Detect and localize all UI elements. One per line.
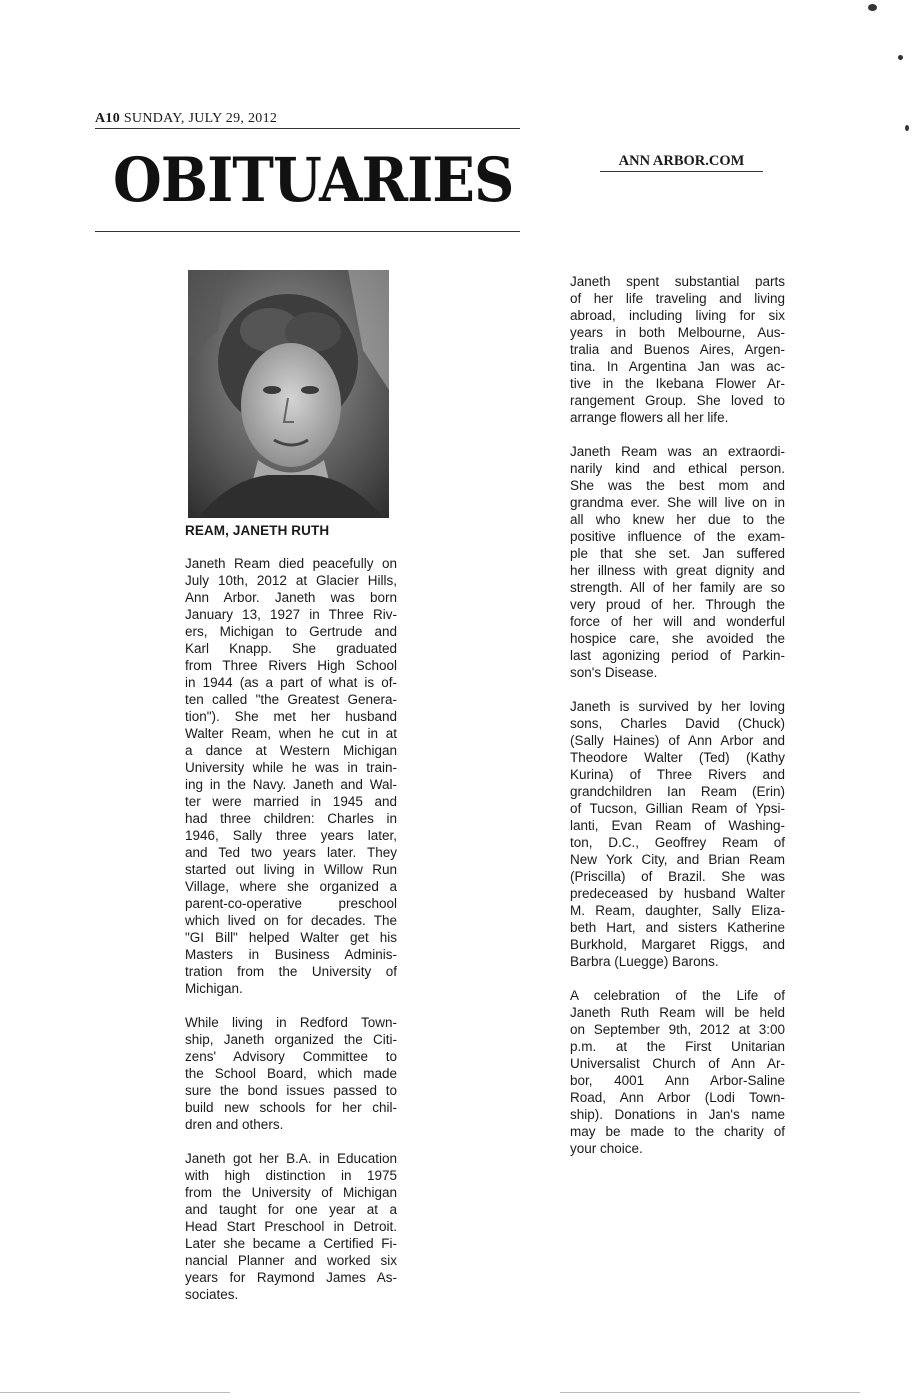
- text-line: all who knew her due to the: [570, 512, 785, 527]
- text-line: force of her will and wonderful: [570, 614, 785, 629]
- text-line: (Priscilla) of Brazil. She was: [570, 869, 785, 884]
- text-line: parent-co-operative preschool: [185, 896, 397, 911]
- text-line: on September 9th, 2012 at 3:00: [570, 1022, 785, 1037]
- text-line: 1946, Sally three years later,: [185, 828, 397, 843]
- text-line: last agonizing period of Parkin-: [570, 648, 785, 663]
- text-line: M. Ream, daughter, Sally Eliza-: [570, 903, 785, 918]
- left-column-paragraph: [185, 1014, 397, 1133]
- text-line: ple that she set. Jan suffered: [570, 546, 785, 561]
- text-line: arrange flowers all her life.: [570, 410, 729, 425]
- text-line: Walter Ream, when he cut in at: [185, 726, 397, 741]
- text-line: abroad, including living for six: [570, 308, 785, 323]
- text-line: sure the bond issues passed to: [185, 1083, 397, 1098]
- text-line: build new schools for her chil-: [185, 1100, 397, 1115]
- text-line: Kurina) of Three Rivers and: [570, 767, 785, 782]
- portrait-photo: [188, 270, 389, 518]
- text-line: nancial Planner and worked six: [185, 1253, 397, 1268]
- text-line: predeceased by husband Walter: [570, 886, 785, 901]
- text-line: ers, Michigan to Gertrude and: [185, 624, 397, 639]
- text-line: and taught for one year at a: [185, 1202, 397, 1217]
- portrait-photo-icon: [188, 270, 389, 518]
- text-line: your choice.: [570, 1141, 643, 1156]
- text-line: ing in the Navy. Janeth and Wal-: [185, 777, 397, 792]
- text-line: Michigan.: [185, 981, 243, 996]
- text-line: tralia and Buenos Aires, Argen-: [570, 342, 785, 357]
- text-line: the School Board, which made: [185, 1066, 397, 1081]
- text-line: in 1944 (as a part of what is of-: [185, 675, 397, 690]
- text-line: grandma ever. She will live on in: [570, 495, 785, 510]
- text-line: Ann Arbor. Janeth was born: [185, 590, 397, 605]
- text-line: ter were married in 1945 and: [185, 794, 397, 809]
- scan-edge-line: [0, 1392, 230, 1393]
- site-name: ANN ARBOR.COM: [600, 153, 763, 172]
- text-line: ship). Donations in Jan's name: [570, 1107, 785, 1122]
- text-line: While living in Redford Town-: [185, 1015, 397, 1030]
- text-line: her illness with great dignity and: [570, 563, 785, 578]
- text-line: from the University of Michigan: [185, 1185, 397, 1200]
- text-line: sons, Charles David (Chuck): [570, 716, 785, 731]
- text-line: tration from the University of: [185, 964, 397, 979]
- text-line: rangement Group. She loved to: [570, 393, 785, 408]
- text-line: a dance at Western Michigan: [185, 743, 397, 758]
- text-line: which lived on for decades. The: [185, 913, 397, 928]
- scan-speck: [868, 4, 877, 11]
- text-line: tion"). She met her husband: [185, 709, 397, 724]
- left-column-paragraph: [185, 1150, 397, 1303]
- text-line: son's Disease.: [570, 665, 658, 680]
- text-line: strength. All of her family are so: [570, 580, 785, 595]
- text-line: January 13, 1927 in Three Riv-: [185, 607, 397, 622]
- text-line: sociates.: [185, 1287, 239, 1302]
- text-line: years in both Melbourne, Aus-: [570, 325, 785, 340]
- text-line: Barbra (Luegge) Barons.: [570, 954, 719, 969]
- right-column-paragraph: [570, 443, 785, 681]
- obituary-right-column: [570, 273, 785, 1174]
- text-line: started out living in Willow Run: [185, 862, 397, 877]
- scan-speck: [905, 125, 909, 131]
- text-line: ton, D.C., Geoffrey Ream of: [570, 835, 785, 850]
- right-column-paragraph: [570, 273, 785, 426]
- text-line: She was the best mom and: [570, 478, 785, 493]
- scan-speck: [898, 55, 903, 60]
- text-line: may be made to the charity of: [570, 1124, 785, 1139]
- text-line: from Three Rivers High School: [185, 658, 397, 673]
- text-line: of her life traveling and living: [570, 291, 785, 306]
- text-line: Janeth Ream was an extraordi-: [570, 444, 785, 459]
- text-line: (Sally Haines) of Ann Arbor and: [570, 733, 785, 748]
- text-line: with high distinction in 1975: [185, 1168, 397, 1183]
- text-line: beth Hart, and sisters Katherine: [570, 920, 785, 935]
- text-line: New York City, and Brian Ream: [570, 852, 785, 867]
- text-line: p.m. at the First Unitarian: [570, 1039, 785, 1054]
- text-line: Later she became a Certified Fi-: [185, 1236, 397, 1251]
- page-number: A10: [95, 111, 121, 126]
- text-line: Janeth Ruth Ream will be held: [570, 1005, 785, 1020]
- text-line: bor, 4001 Ann Arbor-Saline: [570, 1073, 785, 1088]
- text-line: narily kind and ethical person.: [570, 461, 785, 476]
- text-line: years for Raymond James As-: [185, 1270, 397, 1285]
- text-line: dren and others.: [185, 1117, 284, 1132]
- text-line: very proud of her. Through the: [570, 597, 785, 612]
- deceased-name: REAM, JANETH RUTH: [185, 523, 330, 538]
- text-line: "GI Bill" helped Walter get his: [185, 930, 397, 945]
- text-line: hospice care, she avoided the: [570, 631, 785, 646]
- text-line: University while he was in train-: [185, 760, 397, 775]
- text-line: Village, where she organized a: [185, 879, 397, 894]
- text-line: Karl Knapp. She graduated: [185, 641, 397, 656]
- text-line: tive in the Ikebana Flower Ar-: [570, 376, 785, 391]
- left-column-paragraph: [185, 555, 397, 997]
- text-line: Janeth Ream died peacefully on: [185, 556, 397, 571]
- text-line: Head Start Preschool in Detroit.: [185, 1219, 397, 1234]
- dateline: [95, 111, 520, 129]
- publication-date: SUNDAY, JULY 29, 2012: [123, 111, 278, 126]
- text-line: Janeth spent substantial parts: [570, 274, 785, 289]
- obituary-left-column: [185, 555, 397, 1320]
- text-line: had three children: Charles in: [185, 811, 397, 826]
- text-line: Janeth is survived by her loving: [570, 699, 785, 714]
- text-line: Road, Ann Arbor (Lodi Town-: [570, 1090, 785, 1105]
- text-line: and Ted two years later. They: [185, 845, 397, 860]
- text-line: positive influence of the exam-: [570, 529, 785, 544]
- text-line: July 10th, 2012 at Glacier Hills,: [185, 573, 397, 588]
- section-title: OBITUARIES: [113, 144, 514, 216]
- text-line: zens' Advisory Committee to: [185, 1049, 397, 1064]
- text-line: of Tucson, Gillian Ream of Ypsi-: [570, 801, 785, 816]
- text-line: lanti, Evan Ream of Washing-: [570, 818, 785, 833]
- text-line: tina. In Argentina Jan was ac-: [570, 359, 785, 374]
- text-line: Janeth got her B.A. in Education: [185, 1151, 397, 1166]
- text-line: grandchildren Ian Ream (Erin): [570, 784, 785, 799]
- text-line: Masters in Business Adminis-: [185, 947, 397, 962]
- right-column-paragraph: [570, 987, 785, 1157]
- text-line: A celebration of the Life of: [570, 988, 785, 1003]
- text-line: ship, Janeth organized the Citi-: [185, 1032, 397, 1047]
- text-line: Universalist Church of Ann Ar-: [570, 1056, 785, 1071]
- text-line: Theodore Walter (Ted) (Kathy: [570, 750, 785, 765]
- text-line: ten called "the Greatest Genera-: [185, 692, 397, 707]
- scan-edge-line: [560, 1392, 860, 1393]
- text-line: Burkhold, Margaret Riggs, and: [570, 937, 785, 952]
- section-masthead: [95, 146, 520, 232]
- right-column-paragraph: [570, 698, 785, 970]
